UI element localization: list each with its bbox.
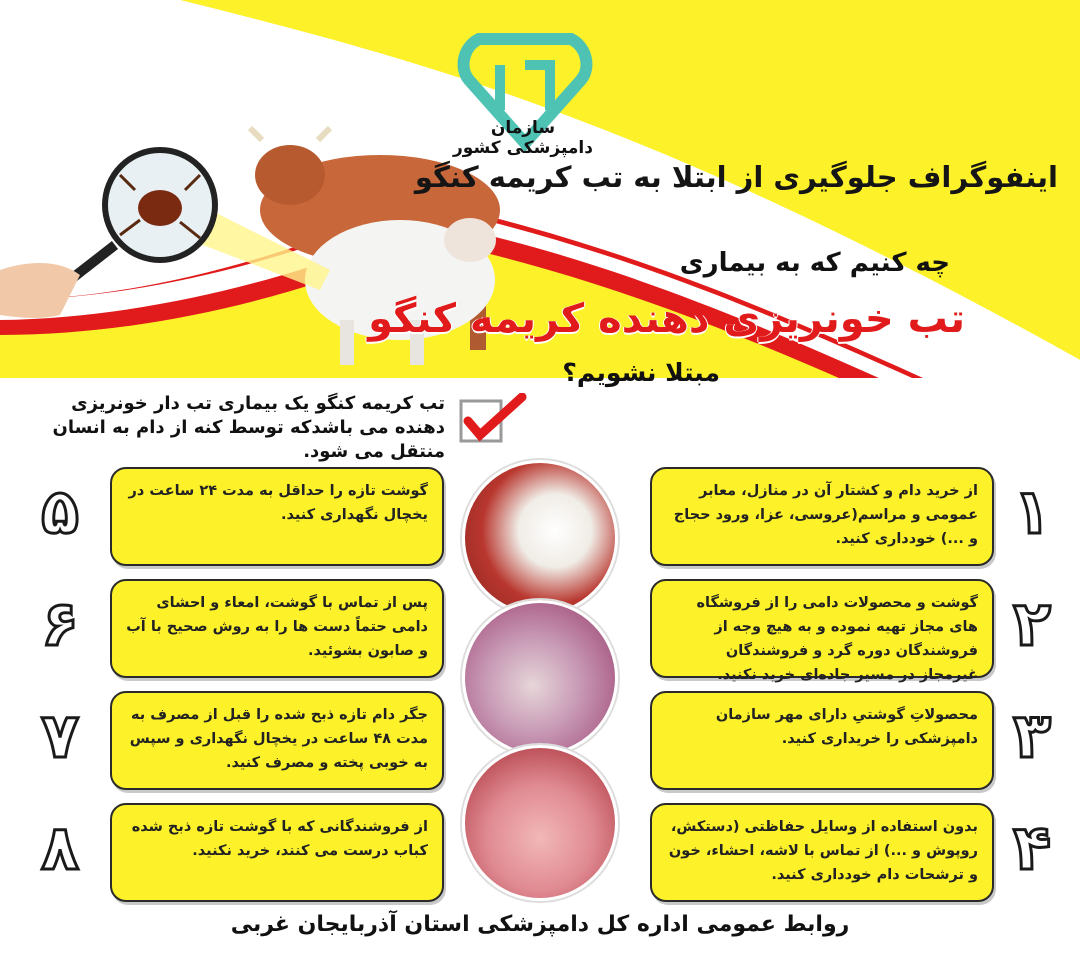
tip-text-8: از فروشندگانی که با گوشت تازه ذبح شده کباب درست می کنند، خرید نکنید. [131,819,428,859]
tip-card-6 [110,579,444,678]
question-line-1: چه کنیم که به بیماری [679,248,950,278]
page-title: اینفوگراف جلوگیری از ابتلا به تب کریمه کنگو [414,160,1058,194]
tip-number-7: ۷ [41,699,79,772]
butcher-photo [462,460,618,616]
tip-text-6: پس از تماس با گوشت، امعاء و احشای دامی حتماً دست ها را به روش صحیح با آب و صابون بشوئید. [126,595,428,659]
meat-stamp-photo [462,600,618,756]
tip-number-5: ۵ [41,475,79,548]
tip-text-2: گوشت و محصولات دامی را از فروشگاه های مجاز تهیه نموده و به هیچ وجه از فروشندگان دوره گرد و فروشندگان غیرمجاز در مسیر جاده‌ای خرید نکنید. [696,595,978,683]
tip-number-6: ۶ [41,587,79,660]
tip-card-5 [110,467,444,566]
intro-text: تب کریمه کنگو یک بیماری تب دار خونریزی دهنده می باشدکه توسط کنه از دام به انسان منتقل می شود. [52,393,445,462]
logo-text: سازمان دامپزشکی کشور [453,118,593,158]
tip-text-4: بدون استفاده از وسایل حفاظتی (دستکش، روپوش و ...) از تماس با لاشه، احشاء، خون و ترشحات دام خودداری کنید. [668,819,978,883]
tip-card-3 [650,691,994,790]
tip-text-5: گوشت تازه را حداقل به مدت ۲۴ ساعت در یخچال نگهداری کنید. [128,483,428,523]
tip-card-4 [650,803,994,902]
tip-card-1 [650,467,994,566]
check-mark-icon [458,393,528,445]
tip-number-4: ۴ [1013,811,1051,884]
tip-text-3: محصولاتِ گوشتیِ دارای مهر سازمان دامپزشکی را خریداری کنید. [715,707,978,747]
tip-card-7 [110,691,444,790]
tip-card-8 [110,803,444,902]
footer-credit: روابط عمومی اداره کل دامپزشکی استان آذربایجان غربی [230,912,850,937]
tip-card-2 [650,579,994,683]
tip-number-3: ۳ [1013,699,1051,772]
disease-name: تب خونریزی دهنده کریمه کنگو [368,296,965,342]
meat-handling-photo [462,745,618,901]
tip-text-7: جگر دام تازه ذبح شده را قبل از مصرف به مدت ۴۸ ساعت در یخچال نگهداری و سپس به خوبی پخته و مصرف کنید. [129,707,428,771]
tip-number-8: ۸ [41,811,79,884]
question-line-3: مبتلا نشویم؟ [562,358,720,387]
tip-text-1: از خرید دام و کشتار آن در منازل، معابر عمومی و مراسم(عروسی، عزا، ورود حجاج و ...) خودداری کنید. [673,483,978,547]
tip-number-1: ۱ [1013,475,1051,548]
tip-number-2: ۲ [1013,587,1051,660]
